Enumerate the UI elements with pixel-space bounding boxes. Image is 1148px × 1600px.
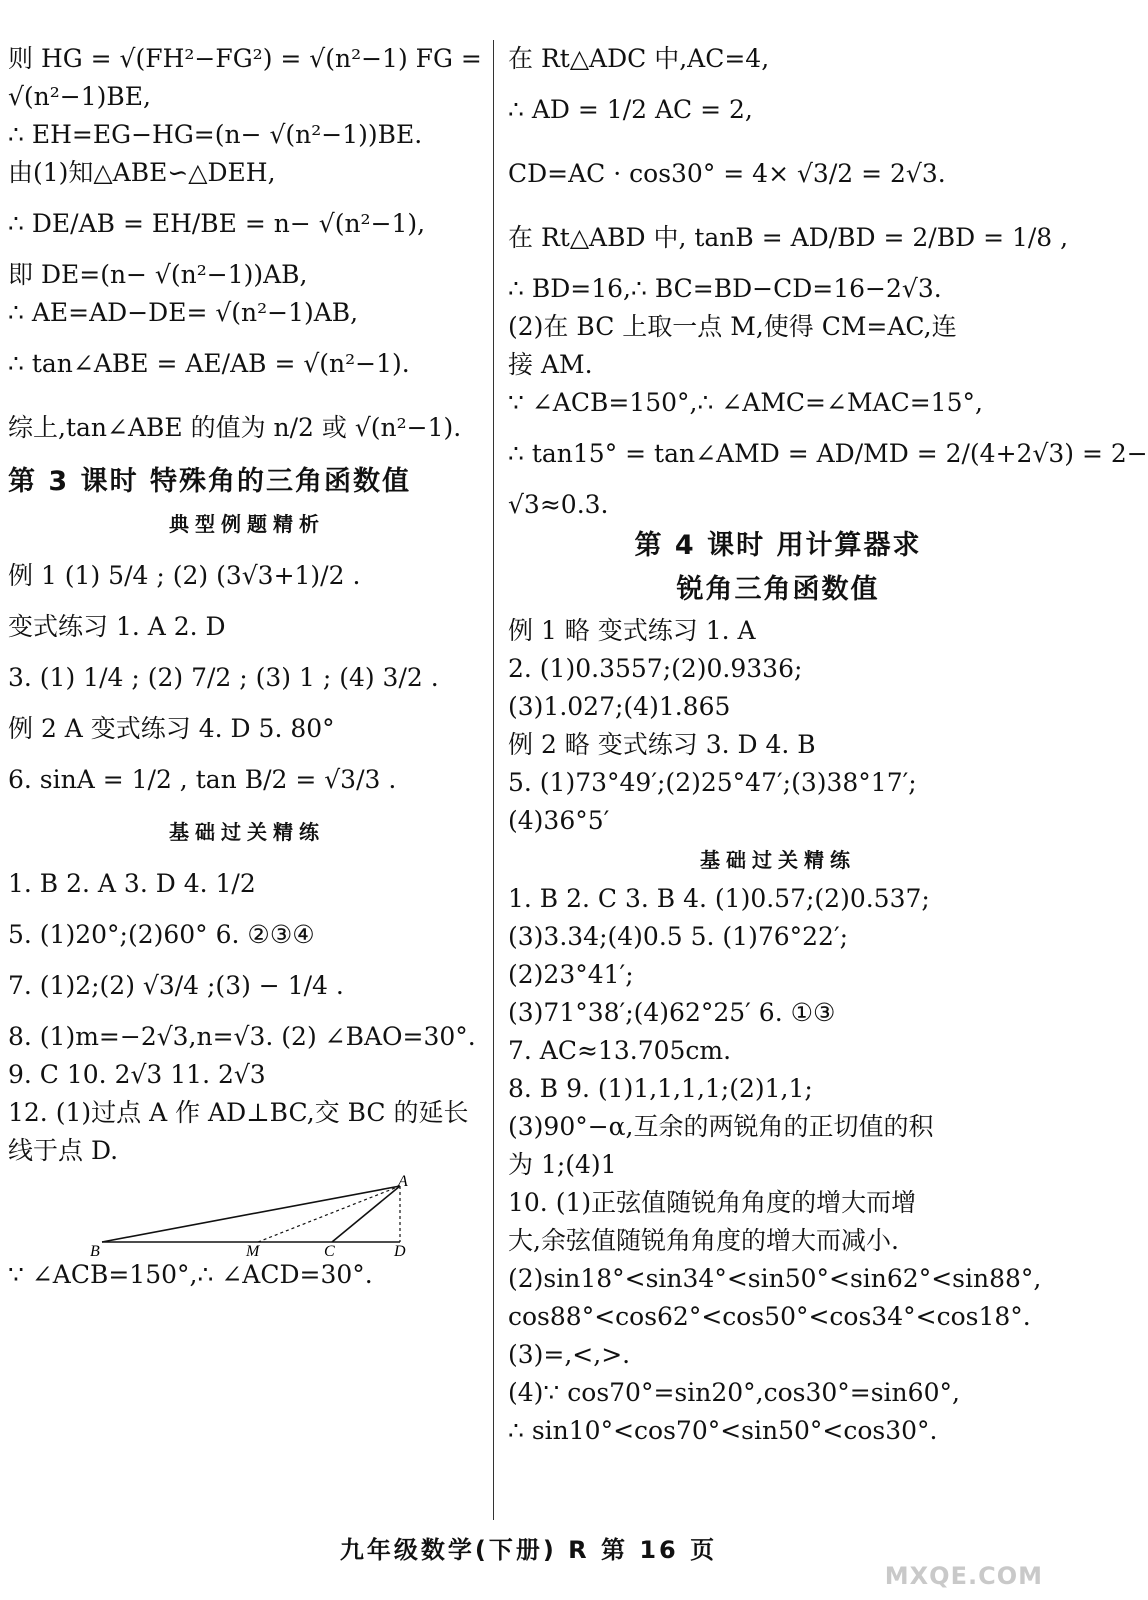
- lesson4-subheading-practice: 基础过关精练: [700, 848, 856, 872]
- text-line: (3)=,<,>.: [508, 1340, 631, 1369]
- line-ab: [102, 1186, 400, 1242]
- text-line: ∵ ∠ACB=150°,∴ ∠ACD=30°.: [8, 1260, 373, 1289]
- text-line: CD=AC · cos30° = 4× √3/2 = 2√3.: [508, 159, 946, 188]
- text-line: 例 2 略 变式练习 3. D 4. B: [508, 730, 816, 759]
- text-line: cos88°<cos62°<cos50°<cos34°<cos18°.: [508, 1302, 1031, 1331]
- text-line: √(n²−1)BE,: [8, 82, 151, 111]
- text-line: 1. B 2. C 3. B 4. (1)0.57;(2)0.537;: [508, 884, 930, 913]
- text-line: 在 Rt△ABD 中, tanB = AD/BD = 2/BD = 1/8 ,: [508, 223, 1069, 252]
- text-line: (4)36°5′: [508, 806, 610, 835]
- text-line: 则 HG = √(FH²−FG²) = √(n²−1) FG =: [8, 44, 482, 73]
- text-line: 综上,tan∠ABE 的值为 n/2 或 √(n²−1).: [8, 413, 462, 442]
- text-line: 大,余弦值随锐角角度的增大而减小.: [508, 1226, 899, 1255]
- text-line: ∴ sin10°<cos70°<sin50°<cos30°.: [508, 1416, 938, 1445]
- text-line: 例 1 略 变式练习 1. A: [508, 616, 756, 645]
- point-label-a: A: [398, 1173, 408, 1190]
- line-ac: [332, 1186, 400, 1242]
- lesson4-title-line2: 锐角三角函数值: [676, 574, 880, 605]
- text-line: 2. (1)0.3557;(2)0.9336;: [508, 654, 803, 683]
- point-label-m: M: [246, 1243, 260, 1260]
- text-line: 9. C 10. 2√3 11. 2√3: [8, 1060, 266, 1089]
- page-footer: 九年级数学(下册) R 第 16 页: [339, 1536, 718, 1564]
- text-line: 即 DE=(n− √(n²−1))AB,: [8, 260, 308, 289]
- text-line: 例 2 A 变式练习 4. D 5. 80°: [8, 714, 335, 743]
- right-column: [508, 40, 1148, 1450]
- text-line: ∵ ∠ACB=150°,∴ ∠AMC=∠MAC=15°,: [508, 388, 983, 417]
- lesson3-practice: [8, 852, 486, 1170]
- text-line: 3. (1) 1/4 ; (2) 7/2 ; (3) 1 ; (4) 3/2 .: [8, 663, 439, 692]
- text-line: (3)71°38′;(4)62°25′ 6. ①③: [508, 998, 836, 1027]
- text-line: 接 AM.: [508, 350, 593, 379]
- text-line: (3)90°−α,互余的两锐角的正切值的积: [508, 1112, 934, 1141]
- lesson3-examples: [8, 544, 486, 812]
- text-line: 在 Rt△ADC 中,AC=4,: [508, 44, 770, 73]
- text-line: 例 1 (1) 5/4 ; (2) (3√3+1)/2 .: [8, 561, 361, 590]
- left-derivation: [8, 40, 486, 460]
- text-line: 5. (1)73°49′;(2)25°47′;(3)38°17′;: [508, 768, 917, 797]
- text-line: 7. (1)2;(2) √3/4 ;(3) − 1/4 .: [8, 971, 344, 1000]
- text-line: ∴ AD = 1/2 AC = 2,: [508, 95, 753, 124]
- text-line: ∴ BD=16,∴ BC=BD−CD=16−2√3.: [508, 274, 942, 303]
- lesson3-subheading-practice: 基础过关精练: [169, 820, 325, 844]
- point-label-d: D: [394, 1243, 406, 1260]
- text-line: (4)∵ cos70°=sin20°,cos30°=sin60°,: [508, 1378, 960, 1407]
- line-am: [258, 1186, 400, 1242]
- point-label-b: B: [90, 1243, 100, 1260]
- text-line: ∴ EH=EG−HG=(n− √(n²−1))BE.: [8, 120, 423, 149]
- lesson4-practice: [508, 880, 1048, 1450]
- text-line: (2)sin18°<sin34°<sin50°<sin62°<sin88°,: [508, 1264, 1042, 1293]
- text-line: ∴ tan∠ABE = AE/AB = √(n²−1).: [8, 349, 410, 378]
- text-line: 线于点 D.: [8, 1136, 119, 1165]
- text-line: 6. sinA = 1/2 , tan B/2 = √3/3 .: [8, 765, 397, 794]
- text-line: (3)3.34;(4)0.5 5. (1)76°22′;: [508, 922, 849, 951]
- text-line: 变式练习 1. A 2. D: [8, 612, 226, 641]
- text-line: (2)23°41′;: [508, 960, 634, 989]
- text-line: 8. B 9. (1)1,1,1,1;(2)1,1;: [508, 1074, 813, 1103]
- left-column: [8, 40, 486, 1294]
- text-line: 5. (1)20°;(2)60° 6. ②③④: [8, 920, 315, 949]
- text-line: 1. B 2. A 3. D 4. 1/2: [8, 869, 256, 898]
- point-label-c: C: [324, 1243, 335, 1260]
- text-line: 10. (1)正弦值随锐角角度的增大而增: [508, 1188, 917, 1217]
- lesson3-title: 第 3 课时 特殊角的三角函数值: [8, 466, 411, 497]
- text-line: (3)1.027;(4)1.865: [508, 692, 731, 721]
- text-line: 7. AC≈13.705cm.: [508, 1036, 732, 1065]
- lesson4-examples: [508, 612, 1048, 840]
- lesson4-title-line1: 第 4 课时 用计算器求: [634, 530, 922, 561]
- text-line: ∴ AE=AD−DE= √(n²−1)AB,: [8, 298, 359, 327]
- text-line: 8. (1)m=−2√3,n=√3. (2) ∠BAO=30°.: [8, 1022, 476, 1051]
- text-line: ∴ DE/AB = EH/BE = n− √(n²−1),: [8, 209, 426, 238]
- watermark: MXQE.COM: [884, 1562, 1043, 1590]
- lesson3-subheading-examples: 典型例题精析: [169, 512, 325, 536]
- text-line: √3≈0.3.: [508, 490, 609, 519]
- triangle-figure: [88, 1173, 418, 1260]
- column-divider: [493, 40, 494, 1520]
- text-line: 由(1)知△ABE∽△DEH,: [8, 158, 276, 187]
- text-line: (2)在 BC 上取一点 M,使得 CM=AC,连: [508, 312, 957, 341]
- text-line: 12. (1)过点 A 作 AD⊥BC,交 BC 的延长: [8, 1098, 469, 1127]
- right-derivation: [508, 40, 1148, 524]
- text-line: 为 1;(4)1: [508, 1150, 617, 1179]
- text-line: ∴ tan15° = tan∠AMD = AD/MD = 2/(4+2√3) = 2−: [508, 439, 1148, 468]
